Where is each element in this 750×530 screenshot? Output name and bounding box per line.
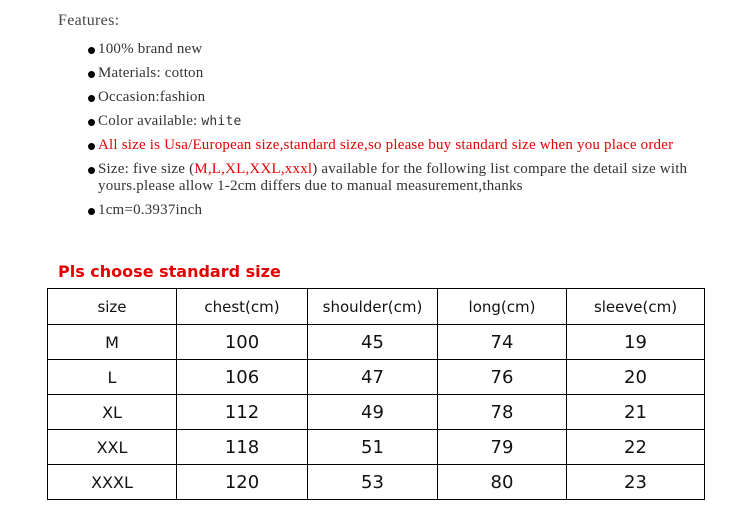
feature-text-part: white: [201, 114, 242, 129]
measurement-cell: 78: [438, 395, 567, 430]
size-label-cell: L: [48, 360, 177, 395]
size-label-cell: XL: [48, 395, 177, 430]
feature-text-part: 100% brand new: [98, 41, 203, 57]
feature-text-part: M,L,XL,XXL,xxxl: [194, 161, 313, 177]
measurement-cell: 23: [567, 465, 705, 500]
measurement-cell: 20: [567, 360, 705, 395]
measurement-cell: 45: [308, 325, 438, 360]
measurement-cell: 53: [308, 465, 438, 500]
feature-item: [88, 161, 728, 195]
measurement-cell: 49: [308, 395, 438, 430]
measurement-cell: 106: [177, 360, 308, 395]
table-row: [48, 360, 705, 395]
feature-text-part: 1cm=0.3937inch: [98, 202, 203, 218]
measurement-cell: 21: [567, 395, 705, 430]
measurement-cell: 51: [308, 430, 438, 465]
column-header: chest(cm): [177, 289, 308, 325]
table-header-row: [48, 289, 705, 325]
size-table: [47, 288, 705, 500]
column-header: sleeve(cm): [567, 289, 705, 325]
size-label-cell: XXL: [48, 430, 177, 465]
table-row: [48, 430, 705, 465]
bullet-icon: [88, 95, 95, 102]
bullet-icon: [88, 119, 95, 126]
table-body: [48, 325, 705, 500]
feature-text: [98, 113, 728, 130]
feature-text-part: Size: five size (: [98, 161, 195, 177]
column-header: size: [48, 289, 177, 325]
feature-text-part: All size is Usa/European size,standard size,so please buy standard size when you place order: [98, 137, 674, 153]
size-label-cell: XXXL: [48, 465, 177, 500]
measurement-cell: 76: [438, 360, 567, 395]
feature-text-part: Occasion:fashion: [98, 89, 206, 105]
bullet-icon: [88, 71, 95, 78]
feature-text: [98, 41, 728, 58]
measurement-cell: 118: [177, 430, 308, 465]
feature-text-part: Materials: cotton: [98, 65, 204, 81]
bullet-icon: [88, 167, 95, 174]
feature-text: [98, 65, 728, 82]
feature-text-part: ) available for the following list compare the detail size with yours.please allow 1-2cm differs due to manual measurement,thanks: [98, 161, 688, 194]
column-header: long(cm): [438, 289, 567, 325]
feature-text-part: Color available:: [98, 113, 202, 129]
feature-item: [88, 89, 728, 106]
size-chart-title: Pls choose standard size: [58, 262, 281, 281]
features-title: Features:: [58, 12, 120, 29]
measurement-cell: 74: [438, 325, 567, 360]
feature-item: [88, 137, 728, 154]
feature-text: [98, 161, 728, 195]
feature-item: [88, 113, 728, 130]
measurement-cell: 47: [308, 360, 438, 395]
bullet-icon: [88, 143, 95, 150]
feature-list: [88, 41, 728, 226]
feature-item: [88, 65, 728, 82]
table-row: [48, 465, 705, 500]
measurement-cell: 120: [177, 465, 308, 500]
measurement-cell: 80: [438, 465, 567, 500]
feature-text: [98, 137, 728, 154]
measurement-cell: 22: [567, 430, 705, 465]
table-row: [48, 395, 705, 430]
measurement-cell: 100: [177, 325, 308, 360]
feature-item: [88, 202, 728, 219]
measurement-cell: 19: [567, 325, 705, 360]
feature-text: [98, 89, 728, 106]
measurement-cell: 112: [177, 395, 308, 430]
feature-text: [98, 202, 728, 219]
bullet-icon: [88, 208, 95, 215]
column-header: shoulder(cm): [308, 289, 438, 325]
size-label-cell: M: [48, 325, 177, 360]
measurement-cell: 79: [438, 430, 567, 465]
feature-item: [88, 41, 728, 58]
table-row: [48, 325, 705, 360]
bullet-icon: [88, 47, 95, 54]
